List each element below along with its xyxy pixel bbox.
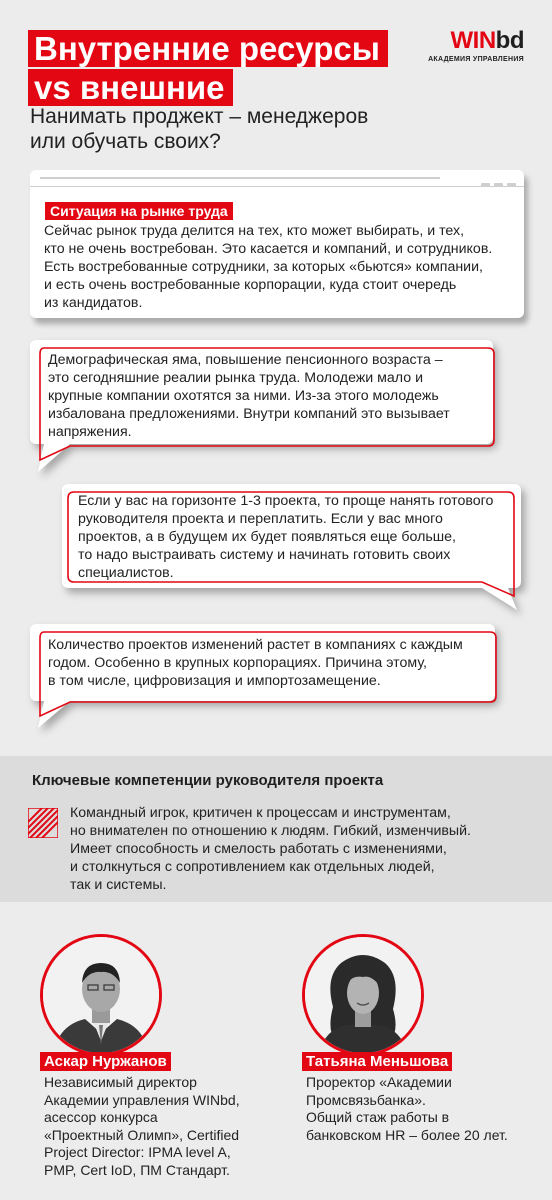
expert-desc-line: Общий стаж работы в	[306, 1109, 450, 1125]
hatched-square-icon	[28, 808, 58, 838]
competency-line: и столкнуться с сопротивлением как отдельных людей,	[70, 859, 435, 875]
speech-bubble-3	[30, 624, 505, 736]
expert-name-1: Аскар Нуржанов	[40, 1052, 171, 1071]
expert-desc-2	[306, 1074, 542, 1144]
title-line-2: vs внешние	[28, 69, 233, 106]
woman-portrait-icon	[305, 937, 421, 1053]
competency-line: так и системы.	[70, 877, 167, 893]
bubble-text-3	[48, 636, 498, 690]
bubble-line: то надо выстраивать систему и начинать готовить своих	[78, 547, 451, 563]
situation-line: Сейчас рынок труда делится на тех, кто может выбирать, и тех,	[44, 223, 465, 239]
situation-label: Ситуация на рынке труда	[45, 202, 233, 220]
bubble-text-1	[48, 351, 498, 441]
competencies-text	[70, 804, 540, 894]
expert-name-2: Татьяна Меньшова	[302, 1052, 452, 1071]
expert-photo-2	[302, 934, 424, 1056]
expert-desc-line: Project Director: IPMA level A,	[44, 1144, 231, 1160]
bubble-line: годом. Особенно в крупных корпорациях. Причина этому,	[48, 655, 427, 671]
window-controls-icon	[477, 174, 516, 192]
window-bar-line	[40, 177, 440, 179]
expert-desc-line: Промсвязьбанка».	[306, 1091, 426, 1108]
expert-desc-line: асессор конкурса	[44, 1109, 158, 1125]
subtitle-line-2: или обучать своих?	[30, 130, 221, 153]
competency-line: но внимателен по отношению к людям. Гибкий, изменчивый.	[70, 823, 471, 839]
expert-desc-line: Академии управления WINbd,	[44, 1091, 240, 1108]
expert-photo-1	[40, 934, 162, 1056]
bubble-line: избалована предложениями. Внутри компаний это вызывает	[48, 406, 450, 422]
man-portrait-icon	[43, 937, 159, 1053]
bubble-line: специалистов.	[78, 565, 174, 581]
expert-desc-line: банковском HR – более 20 лет.	[306, 1126, 508, 1143]
bubble-line: Количество проектов изменений растет в компаниях с каждым	[48, 637, 463, 653]
page-subtitle	[30, 104, 450, 154]
speech-bubble-1	[30, 340, 500, 480]
competencies-title: Ключевые компетенции руководителя проекта	[32, 772, 384, 789]
logo-win: WIN	[450, 27, 496, 54]
speech-bubble-2	[62, 484, 532, 619]
situation-line: кто не очень востребован. Это касается и компаний, и сотрудников.	[44, 241, 493, 257]
winbd-logo	[428, 28, 524, 63]
situation-line: из кандидатов.	[44, 295, 143, 311]
expert-desc-1	[44, 1074, 274, 1179]
bubble-text-2	[78, 492, 523, 582]
title-line-1: Внутренние ресурсы	[28, 30, 388, 67]
situation-line: и есть очень востребованные корпорации, куда стоит очередь	[44, 277, 457, 293]
logo-bd: bd	[495, 27, 524, 54]
bubble-line: руководителя проекта и переплатить. Если у вас много	[78, 511, 443, 527]
situation-line: Есть востребованные сотрудники, за которых «бьются» компании,	[44, 259, 483, 275]
competency-line: Имеет способность и смелость работать с изменениями,	[70, 841, 447, 857]
bubble-line: это сегодняшние реалии рынка труда. Молодежи мало и	[48, 370, 423, 386]
competencies-section	[0, 756, 552, 902]
expert-desc-line: «Проектный Олимп», Certified	[44, 1126, 240, 1143]
subtitle-line-1: Нанимать проджект – менеджеров	[30, 105, 369, 128]
page-title	[28, 30, 388, 108]
bubble-line: проектов, а в будущем их будет появляться еще больше,	[78, 529, 456, 545]
window-bar	[30, 170, 524, 187]
expert-desc-line: PMP, Cert IoD, ПМ Стандарт.	[44, 1161, 230, 1178]
bubble-line: крупные компании охотятся за ними. Из-за этого молодежь	[48, 388, 439, 404]
bubble-line: напряжения.	[48, 424, 132, 440]
bubble-line: Демографическая яма, повышение пенсионного возраста –	[48, 352, 443, 368]
expert-desc-line: Проректор «Академии	[306, 1074, 452, 1090]
situation-text	[44, 222, 514, 312]
situation-card	[30, 170, 524, 318]
competency-line: Командный игрок, критичен к процессам и инструментам,	[70, 805, 451, 821]
bubble-line: в том числе, цифровизация и импортозамещение.	[48, 673, 381, 689]
logo-tagline: АКАДЕМИЯ УПРАВЛЕНИЯ	[428, 56, 524, 63]
bubble-line: Если у вас на горизонте 1-3 проекта, то проще нанять готового	[78, 493, 494, 509]
expert-desc-line: Независимый директор	[44, 1074, 197, 1090]
